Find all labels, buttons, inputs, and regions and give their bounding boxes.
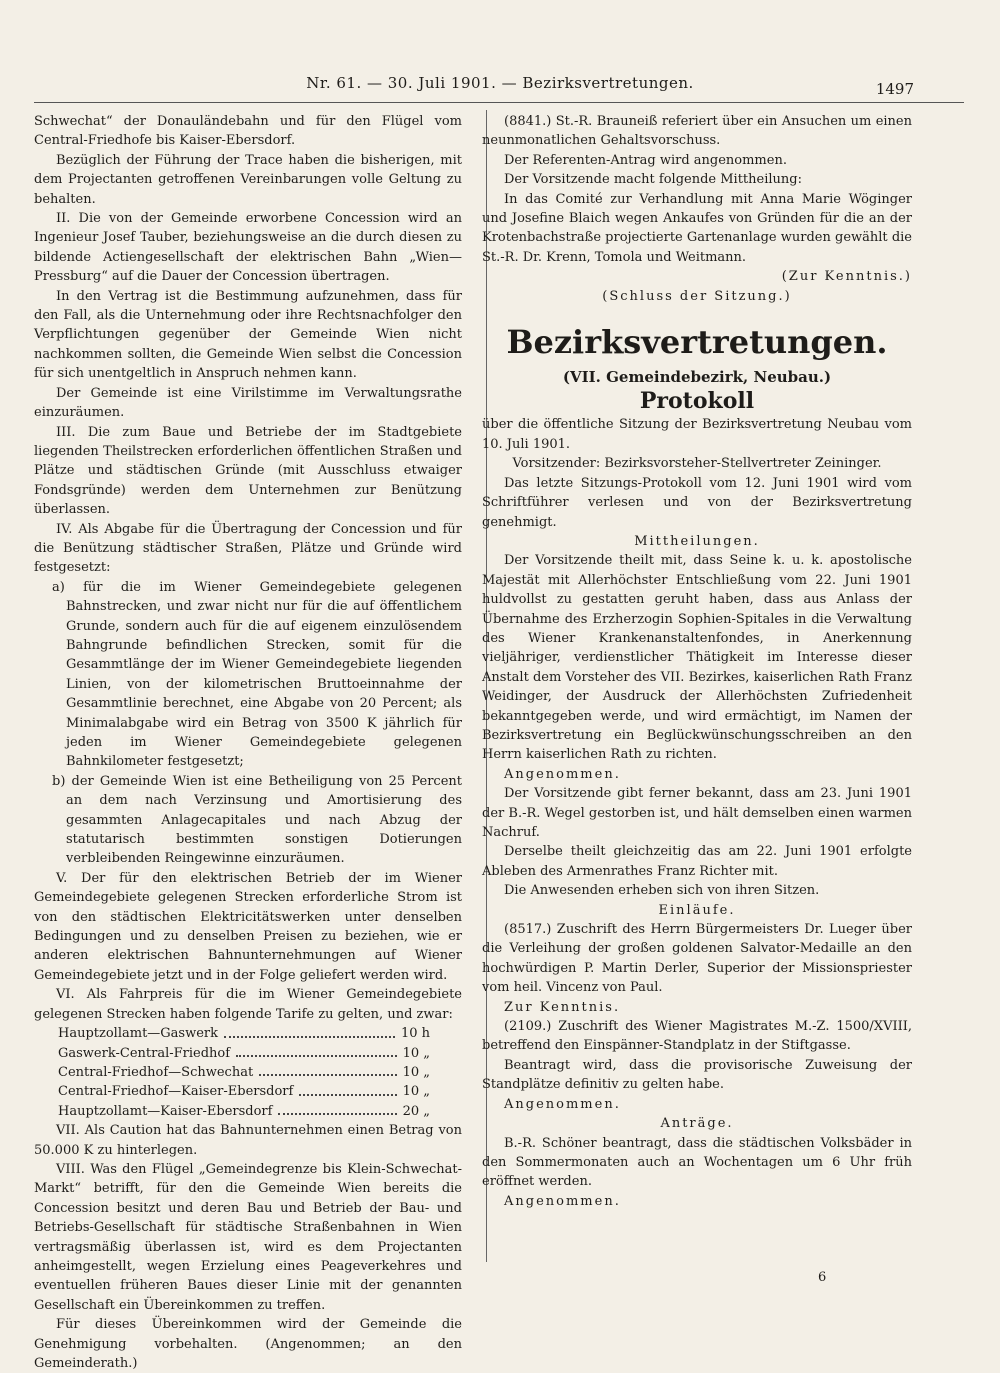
paragraph: Vorsitzender: Bezirksvorsteher-Stellvertreter Zeininger.: [512, 456, 882, 472]
right-column: [482, 112, 912, 1211]
paragraph: In das Comité zur Verhandlung mit Anna Marie Wöginger und Josefine Blaich wegen Ankaufes von Gründen für die an der Krotenbachstraße projectierte Gartenanlage wurden gewählt die St.-R. Dr. Krenn, Tomola und Weitmann.: [482, 191, 912, 265]
paragraph: VIII. Was den Flügel „Gemeindegrenze bis Klein-Schwechat-Markt“ betrifft, für den die Gemeinde Wien bereits die Concession besitzt und deren Bau und Betrieb der Bau- und Betriebs-Gesellschaft für städtische Straßenbahnen in Wien vertragsmäßig überlassen ist, wird es dem Projectanten anheimgestellt, wegen Erzielung eines Peageverkehres und eventuellen früheren Baues dieser Linie mit der genannten Gesellschaft ein Übereinkommen zu treffen.: [34, 1161, 462, 1313]
paragraph: (8841.) St.-R. Brauneiß referiert über ein Ansuchen um einen neunmonatlichen Gehaltsvorschuss.: [482, 114, 912, 149]
paragraph: Angenommen.: [504, 1193, 621, 1209]
paragraph: Schwechat“ der Donauländebahn und für den Flügel vom Central-Friedhofe bis Kaiser-Ebersdorf.: [34, 114, 462, 149]
section-title: Bezirksvertretungen.: [506, 323, 888, 362]
paragraph: In den Vertrag ist die Bestimmung aufzunehmen, dass für den Fall, als die Unternehmung oder ihre Rechtsnachfolger den Verpflichtungen gegenüber der Gemeinde Wien nicht nachkommen sollten, die Gemeinde Wien selbst die Concession für sich unentgeltlich in Anspruch nehmen kann.: [34, 288, 462, 382]
tariff-row: Central-Friedhof—Schwechat 10 „: [58, 1064, 430, 1080]
paragraph: Die Anwesenden erheben sich von ihren Sitzen.: [504, 883, 820, 899]
header-title: Nr. 61. — 30. Juli 1901. — Bezirksvertretungen.: [306, 74, 694, 92]
paragraph: Angenommen.: [504, 1096, 621, 1112]
paragraph: Das letzte Sitzungs-Protokoll vom 12. Juni 1901 wird vom Schriftführer verlesen und von der Bezirksvertretung genehmigt.: [482, 475, 912, 530]
paragraph: Zur Kenntnis.: [504, 999, 621, 1015]
paragraph: Der Vorsitzende macht folgende Mittheilung:: [504, 172, 802, 188]
page-header: [30, 74, 970, 102]
paragraph: Der Vorsitzende theilt mit, dass Seine k. u. k. apostolische Majestät mit Allerhöchster Entschließung vom 22. Juni 1901 huldvollst zu gestatten geruht haben, dass aus Anlass der Übernahme des Erzherzogin Sophien-Spitales in die Verwaltung des Wiener Krankenanstaltenfondes, in Anerkennung vieljähriger, verdienstlicher Thätigkeit im Interesse dieser Anstalt dem Vorsteher des VII. Bezirkes, kaiserlichen Rath Franz Weidinger, der Ausdruck der Allerhöchsten Zufriedenheit bekanntgegeben werde, und wird ermächtigt, im Namen der Bezirksvertretung ein Beglückwünschungsschreiben an den Herrn kaiserlichen Rath zu richten.: [482, 553, 912, 763]
paragraph: Bezüglich der Führung der Trace haben die bisherigen, mit dem Projectanten getroffenen Vereinbarungen volle Geltung zu behalten.: [34, 152, 462, 207]
paragraph: V. Der für den elektrischen Betrieb der im Wiener Gemeindegebiete gelegenen Strecken erforderliche Strom ist von den städtischen Elektricitätswerken unter denselben Bedingungen und zu denselben Preisen zu beziehen, wie er anderen elektrischen Bahnunternehmungen auf Wiener Gemeindegebiete jetzt und in der Folge geliefert werden wird.: [34, 870, 462, 983]
left-column: [34, 112, 462, 1373]
tariff-row: Gaswerk-Central-Friedhof 10 „: [58, 1045, 430, 1061]
paragraph: (8517.) Zuschrift des Herrn Bürgermeisters Dr. Lueger über die Verleihung der großen goldenen Salvator-Medaille an den hochwürdigen P. Martin Derler, Superior der Missionspriester vom heil. Vincenz von Paul.: [482, 922, 912, 996]
list-item: a) für die im Wiener Gemeindegebiete gelegenen Bahnstrecken, und zwar nicht nur für die auf öffentlichem Grunde, sondern auch für die auf eigenem einzulösendem Bahngrunde befindlichen Strecken, somit für die Gesammtlänge der im Wiener Gemeindegebiete liegenden Linien, von der kilometrischen Bruttoeinnahme der Gesammtlinie berechnet, eine Abgabe von 20 Percent; als Minimalabgabe wird ein Betrag von 3500 K jährlich für jeden im Wiener Gemeindegebiete gelegenen Bahnkilometer festgesetzt;: [52, 579, 462, 770]
paragraph: Derselbe theilt gleichzeitig das am 22. Juni 1901 erfolgte Ableben des Armenrathes Franz Richter mit.: [482, 844, 912, 879]
paragraph: (2109.) Zuschrift des Wiener Magistrates M.-Z. 1500/XVIII, betreffend den Einspänner-Standplatz in der Stiftgasse.: [482, 1019, 912, 1054]
paragraph: IV. Als Abgabe für die Übertragung der Concession und für die Benützung städtischer Straßen, Plätze und Gründe wird festgesetzt:: [34, 521, 462, 576]
page-number: 1497: [875, 80, 914, 98]
paragraph: III. Die zum Baue und Betriebe der im Stadtgebiete liegenden Theilstrecken erforderlichen öffentlichen Straßen und Plätze und städtischen Gründe (mit Ausschluss etwaiger Fondsgründe) werden dem Unternehmen zur Benützung überlassen.: [34, 424, 462, 518]
paragraph: Der Referenten-Antrag wird angenommen.: [504, 152, 787, 168]
paragraph: über die öffentliche Sitzung der Bezirksvertretung Neubau vom 10. Juli 1901.: [482, 417, 912, 452]
paragraph: Für dieses Übereinkommen wird der Gemeinde die Genehmigung vorbehalten. (Angenommen; an den Gemeinderath.): [34, 1317, 462, 1371]
paragraph: B.-R. Schöner beantragt, dass die städtischen Volksbäder in den Sommermonaten auch an Wochentagen um 6 Uhr früh eröffnet werden.: [482, 1135, 912, 1190]
signature-mark: 6: [818, 1270, 827, 1285]
list-item: b) der Gemeinde Wien ist eine Betheiligung von 25 Percent an dem nach Verzinsung und Amortisierung des gesammten Anlagecapitales und nach Abzug der statutarisch bestimmten sonstigen Dotierungen verbleibenden Reingewinne einzuräumen.: [52, 773, 462, 867]
subheading: Mittheilungen.: [634, 533, 760, 549]
paragraph: VI. Als Fahrpreis für die im Wiener Gemeindegebiete gelegenen Strecken haben folgende Tarife zu gelten, und zwar:: [34, 987, 462, 1022]
paragraph: Der Gemeinde ist eine Virilstimme im Verwaltungsrathe einzuräumen.: [34, 385, 462, 421]
subheading: Anträge.: [660, 1116, 734, 1132]
protocol-title: Protokoll: [639, 388, 755, 415]
subheading: Einläufe.: [658, 902, 736, 918]
paragraph: II. Die von der Gemeinde erworbene Concession wird an Ingenieur Josef Tauber, beziehungsweise an die durch diesen zu bildende Actiengesellschaft der elektrischen Bahn „Wien—Pressburg“ auf die Dauer der Concession übertragen.: [34, 211, 462, 285]
tariff-row: Central-Friedhof—Kaiser-Ebersdorf 10 „: [58, 1084, 430, 1100]
section-subtitle: (VII. Gemeindebezirk, Neubau.): [562, 368, 832, 387]
tariff-row: Hauptzollamt—Kaiser-Ebersdorf 20 „: [58, 1103, 430, 1119]
paragraph: Angenommen.: [504, 766, 621, 782]
paragraph: Beantragt wird, dass die provisorische Zuweisung der Standplätze definitiv zu gelten habe.: [482, 1057, 912, 1093]
closing-note: (Zur Kenntnis.): [781, 269, 912, 285]
paragraph: VII. Als Caution hat das Bahnunternehmen einen Betrag von 50.000 K zu hinterlegen.: [34, 1123, 462, 1158]
paragraph: Der Vorsitzende gibt ferner bekannt, dass am 23. Juni 1901 der B.-R. Wegel gestorben ist, und hält demselben einen warmen Nachruf.: [482, 786, 912, 840]
tariff-row: Hauptzollamt—Gaswerk 10 h: [58, 1026, 430, 1042]
closing-note: (Schluss der Sitzung.): [602, 288, 792, 304]
header-rule: [34, 102, 964, 103]
